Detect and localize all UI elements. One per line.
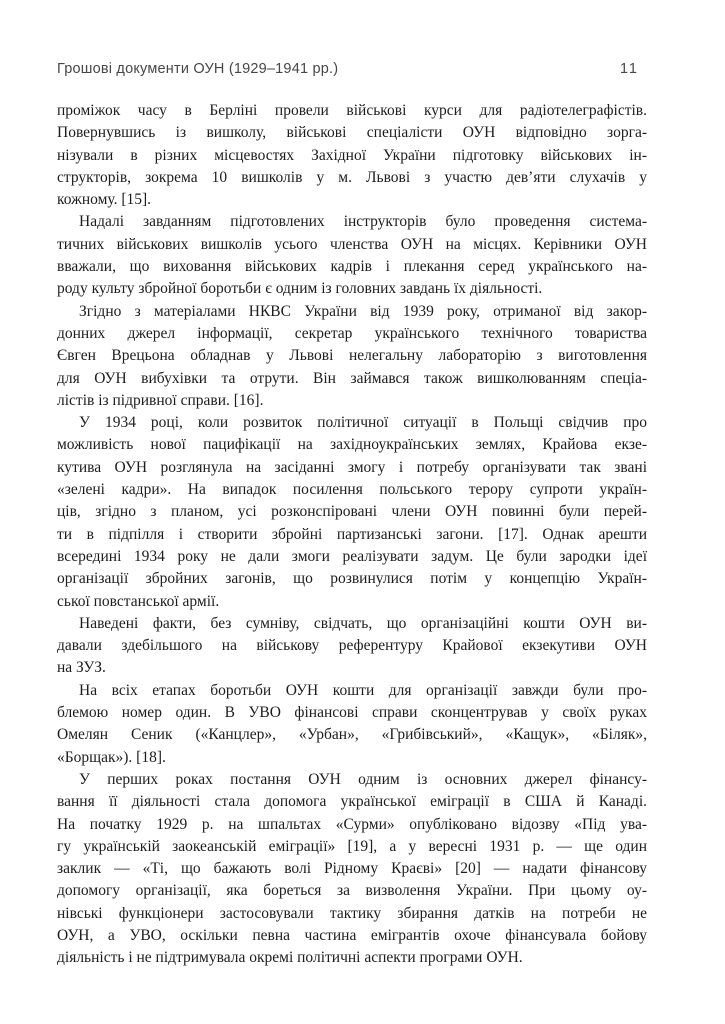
text-line: ської повстанської армії. [57,592,220,610]
text-line: Омелян Сеник («Канцлер», «Урбан», «Грибівський», «Кащук», «Біляк», [57,726,647,744]
text-line: На всіх етапах боротьби ОУН кошти для організації завжди були про- [79,681,647,699]
text-line: нізували в різних місцевостях Західної України підготовку військових ін- [57,146,647,164]
text-line: гу українській заокеанській еміграції» [19], а у вересні 1931 р. — ще один [57,837,647,855]
text-line: вання її діяльності стала допомога української еміграції в США й Канаді. [57,793,647,811]
text-line: ОУН, а УВО, оскільки певна частина емігрантів охоче фінансувала бойову [57,926,647,944]
text-line: «Борщак»). [18]. [57,748,166,766]
text-line: блемою номер один. В УВО фінансові справи сконцентрував у своїх руках [57,704,647,722]
running-title: Грошові документи ОУН (1929–1941 рр.) [57,61,339,77]
text-line: донних джерел інформації, секретар українського технічного товариства [57,324,647,342]
text-line: вважали, що виховання військових кадрів і плекання серед українського на- [57,258,647,276]
text-line: ців, згідно з планом, усі розконспіровані члени ОУН повинні були перей- [57,503,647,521]
paragraph [57,211,647,300]
text-line: Згідно з матеріалами НКВС України від 1939 року, отриманої від закор- [79,302,647,320]
text-line: тичних військових вишколів усього членства ОУН на місцях. Керівники ОУН [57,235,647,253]
text-line: На початку 1929 р. на шпальтах «Сурми» опубліковано відозву «Під ува- [57,815,647,833]
paragraph [57,769,647,970]
text-line: допомогу організації, яка бореться за визволення України. При цьому оу- [57,882,647,900]
page-number: 11 [619,61,639,77]
paragraph [57,680,647,769]
text-line: заклик — «Ті, що бажають волі Рідному Краєві» [20] — надати фінансову [57,860,647,878]
paragraph [57,613,647,680]
text-line: структорів, зокрема 10 вишколів у м. Львові з участю дев’яти слухачів у [57,168,647,186]
text-line: організації збройних загонів, що розвинулися потім у концепцію Україн- [57,570,647,588]
text-line: роду культу збройної боротьби є одним із головних завдань їх діяльності. [57,280,543,298]
paragraph [57,301,647,412]
text-line: на ЗУЗ. [57,659,106,677]
text-line: кожному. [15]. [57,191,152,209]
text-line: У 1934 році, коли розвиток політичної ситуації в Польщі свідчив про [79,414,647,432]
text-line: проміжок часу в Берліні провели військові курси для радіотелеграфістів. [57,102,647,119]
text-line: для ОУН вибухівки та отрути. Він займався також вишколюванням спеціа- [57,369,647,387]
text-column [57,100,647,970]
text-line: можливість нової пацифікації на західноукраїнських землях, Крайова екзе- [57,436,647,454]
paragraph [57,412,647,613]
text-line: давали здебільшого на військову референтуру Крайової екзекутиви ОУН [57,637,647,655]
text-line: ти в підпілля і створити збройні партизанські загони. [17]. Однак арешти [57,525,647,543]
text-line: всередині 1934 року не дали змоги реалізувати задум. Це були зародки ідеї [57,547,647,565]
text-line: діяльність і не підтримувала окремі політичні аспекти програми ОУН. [57,949,523,967]
text-line: кутива ОУН розглянула на засіданні змогу і потребу організувати так звані [57,458,647,476]
text-line: Євген Врецьона обладнав у Львові нелегальну лабораторію з виготовлення [57,347,647,365]
text-line: лістів із підривної справи. [16]. [57,391,264,409]
text-line: нівські функціонери застосовували тактику збирання датків на потреби не [57,904,647,922]
paragraph [57,100,647,211]
text-line: У перших роках постання ОУН одним із основних джерел фінансу- [79,770,647,788]
text-line: Повернувшись із вишколу, військові спеціалісти ОУН відповідно зорга- [57,124,647,142]
running-header [57,61,647,78]
text-line: Надалі завданням підготовлених інструкторів було проведення система- [79,213,647,231]
text-line: «зелені кадри». На випадок посилення польського терору супроти україн- [57,481,647,499]
text-line: Наведені факти, без сумніву, свідчать, що організаційні кошти ОУН ви- [79,614,647,632]
